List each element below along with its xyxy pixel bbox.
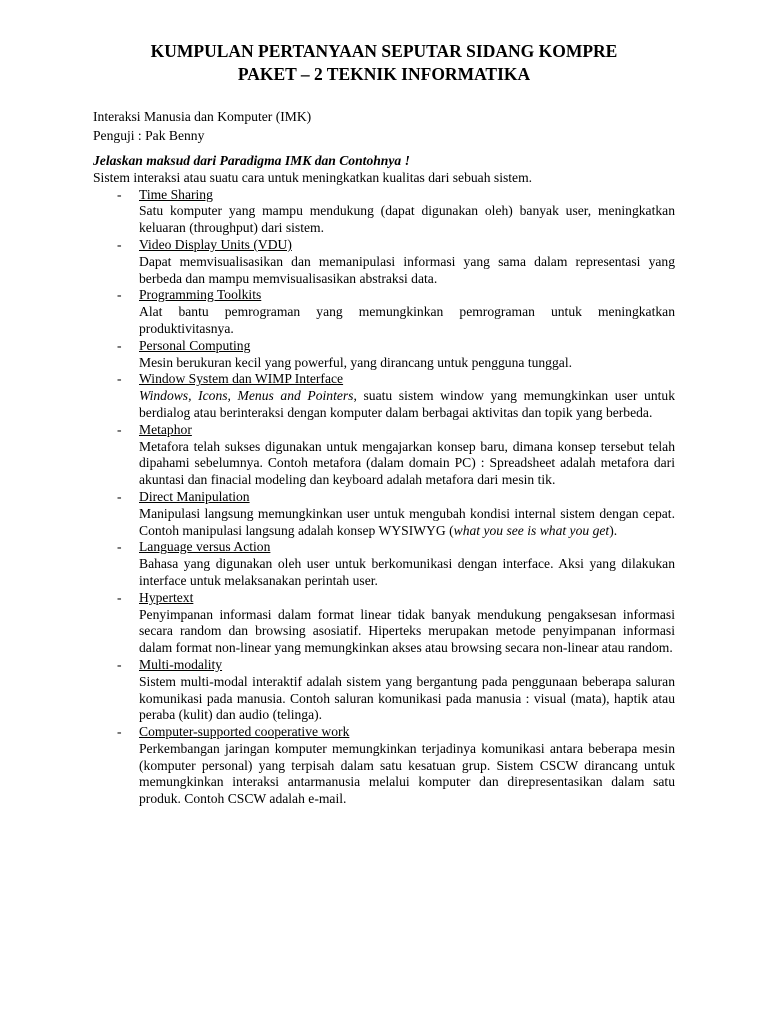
item-description-emphasis: Windows, Icons, Menus and Pointers (139, 388, 354, 404)
item-description-post: ). (609, 522, 618, 538)
item-description: Dapat memvisualisasikan dan memanipulasi informasi yang sama dalam representasi yang berbeda dan mampu memvisualisasikan abstraksi data. (139, 253, 675, 286)
subject-line: Interaksi Manusia dan Komputer (IMK) (93, 109, 312, 124)
list-item (93, 371, 675, 421)
item-description (139, 388, 675, 422)
list-item (93, 489, 675, 539)
item-title: Language versus Action (139, 539, 271, 555)
list-item (93, 237, 675, 287)
item-description: Mesin berukuran kecil yang powerful, yang dirancang untuk pengguna tunggal. (139, 354, 572, 370)
bullet-dash: - (117, 337, 122, 353)
bullet-dash: - (117, 287, 122, 303)
item-title: Window System dan WIMP Interface (139, 371, 344, 387)
list-item (93, 287, 675, 337)
item-description-rest: , suatu sistem window yang memungkinkan user untuk berdialog atau berinteraksi dengan komputer dalam berbagai aktivitas dan topik yang berbeda. (139, 388, 675, 420)
item-description: Alat bantu pemrograman yang memungkinkan pemrograman untuk meningkatkan produktivitasnya. (139, 304, 675, 336)
item-title: Multi-modality (139, 656, 223, 672)
document-body (93, 153, 675, 808)
bullet-dash: - (117, 186, 122, 202)
item-title: Computer-supported cooperative work (139, 724, 350, 740)
item-description: Bahasa yang digunakan oleh user untuk berkomunikasi dengan interface. Aksi yang dilakukan interface untuk melaksanakan perintah user. (139, 556, 675, 588)
item-description: Penyimpanan informasi dalam format linear tidak banyak mendukung pengaksesan informasi secara random dan browsing asosiatif. Hiperteks merupakan metode penyimpanan informasi dalam format non-linear yang memungkinkan akses atau browsing secara non-linear atau random. (139, 606, 675, 656)
title-line-2: PAKET – 2 TEKNIK INFORMATIKA (237, 64, 531, 84)
item-description-emphasis: what you see is what you get (453, 522, 610, 538)
paradigm-list (93, 187, 675, 808)
item-description (139, 506, 675, 540)
item-title: Metaphor (139, 421, 192, 437)
list-item (93, 724, 675, 808)
item-title: Hypertext (139, 589, 194, 605)
bullet-dash: - (117, 656, 122, 672)
examiner-line: Penguji : Pak Benny (93, 128, 205, 143)
list-item (93, 657, 675, 724)
bullet-dash: - (117, 539, 122, 555)
title-line-1: KUMPULAN PERTANYAAN SEPUTAR SIDANG KOMPRE (150, 41, 618, 61)
document-title (0, 40, 768, 86)
list-item (93, 422, 675, 489)
item-title: Direct Manipulation (139, 488, 250, 504)
item-description: Satu komputer yang mampu mendukung (dapat digunakan oleh) banyak user, meningkatkan keluaran (throughput) dari sistem. (139, 203, 675, 236)
item-description: Sistem multi-modal interaktif adalah sistem yang bergantung pada penggunaan beberapa saluran komunikasi pada manusia. Contoh saluran komunikasi pada manusia : visual (mata), haptik atau peraba (kulit) dan audio (telinga). (139, 673, 675, 723)
list-item (93, 187, 675, 237)
item-title: Video Display Units (VDU) (139, 236, 292, 252)
item-title: Personal Computing (139, 337, 251, 353)
bullet-dash: - (117, 488, 122, 504)
item-description: Metafora telah sukses digunakan untuk mengajarkan konsep baru, dimana konsep tersebut telah dipahami sebelumnya. Contoh metafora (dalam domain PC) : Spreadsheet adalah metafora dari akuntasi dan finacial modeling dan keyboard adalah metafora dari mesin tik. (139, 438, 675, 488)
bullet-dash: - (117, 371, 122, 387)
item-title: Time Sharing (139, 186, 213, 202)
bullet-dash: - (117, 236, 122, 252)
item-title: Programming Toolkits (139, 287, 262, 303)
document-meta (93, 107, 311, 145)
list-item (93, 539, 675, 589)
bullet-dash: - (117, 421, 122, 437)
item-description-pre: Manipulasi langsung memungkinkan user untuk mengubah kondisi internal sistem dengan cepat. Contoh manipulasi langsung adalah konsep WYSIWYG ( (139, 505, 675, 538)
item-description: Perkembangan jaringan komputer memungkinkan terjadinya komunikasi antara beberapa mesin (komputer personal) yang terpisah dalam satu kesatuan grup. Sistem CSCW dirancang untuk memungkinkan interaksi antarmanusia melalui komputer dan direpresentasikan dalam satu produk. Contoh CSCW adalah e-mail. (139, 740, 675, 807)
intro-paragraph: Sistem interaksi atau suatu cara untuk meningkatkan kualitas dari sebuah sistem. (93, 169, 533, 185)
list-item (93, 590, 675, 657)
bullet-dash: - (117, 589, 122, 605)
bullet-dash: - (117, 724, 122, 740)
list-item (93, 338, 675, 372)
question-heading: Jelaskan maksud dari Paradigma IMK dan Contohnya ! (93, 153, 410, 168)
